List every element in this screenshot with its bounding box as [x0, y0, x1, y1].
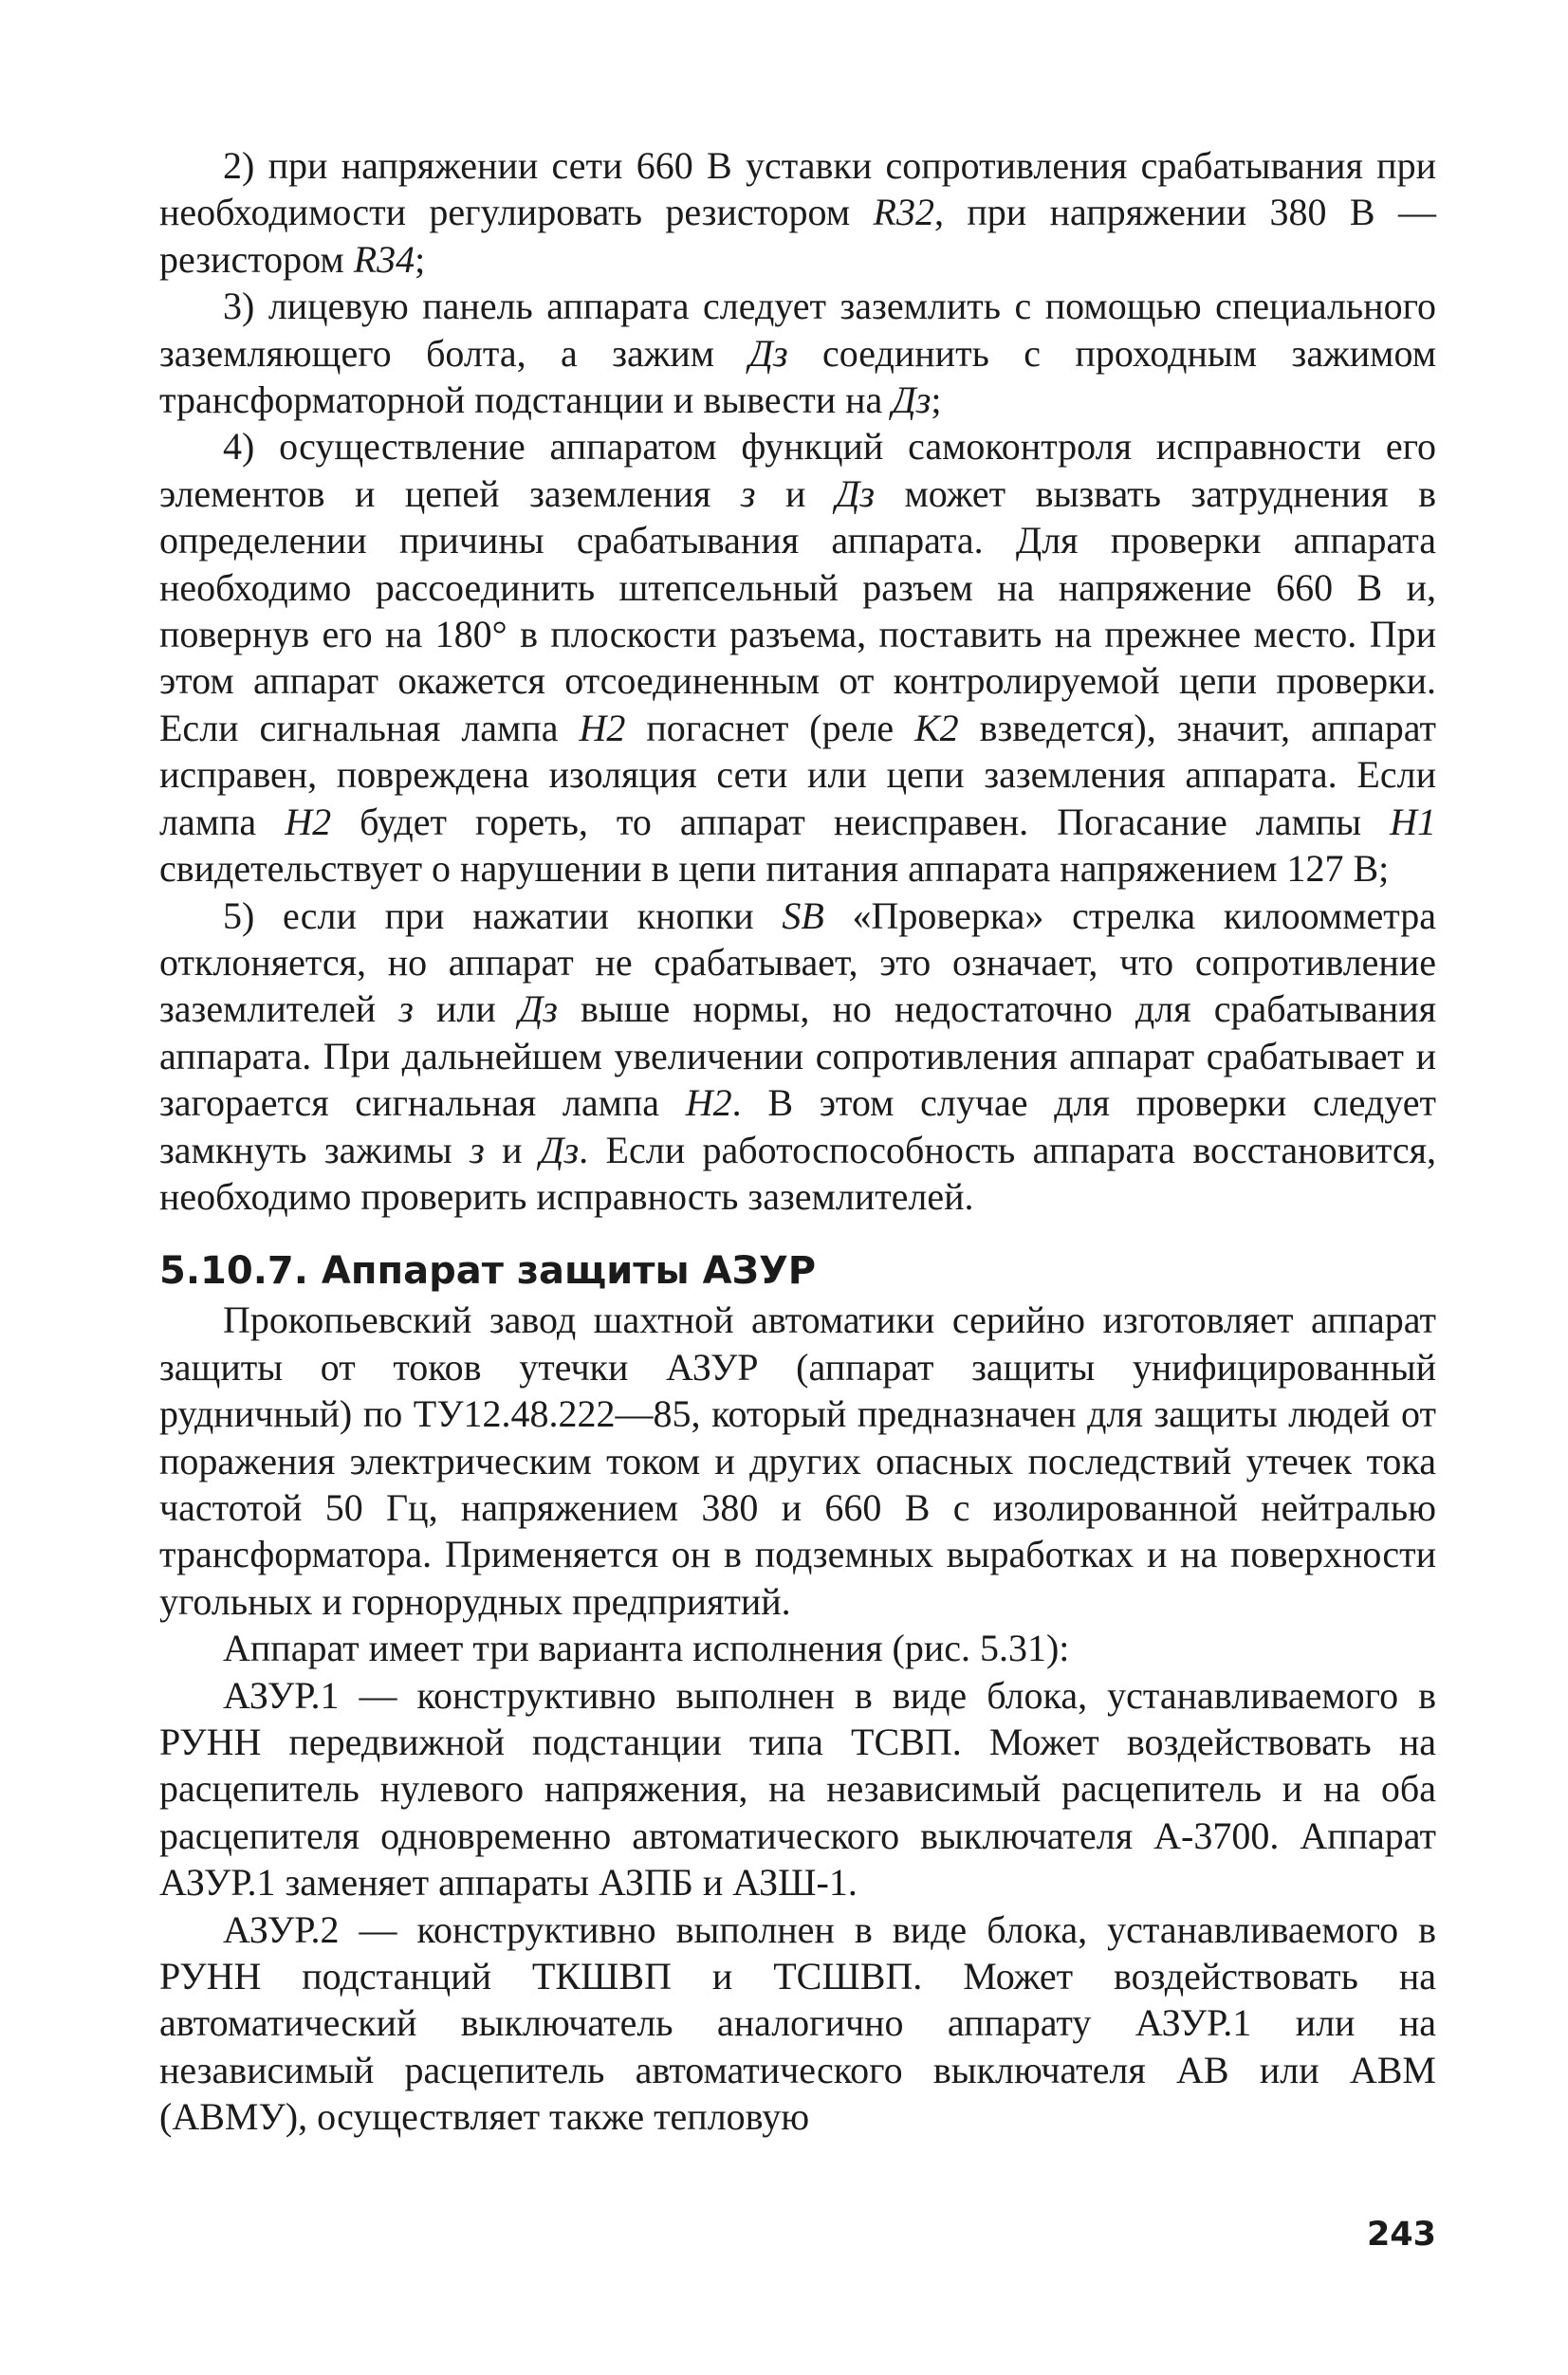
list-item-3: 3) лицевую панель аппарата следует заземлить с помощью специального заземляющего болта, а зажим Дз соединить с проходным зажимом трансформаторной подстанции и вывести на Дз; [159, 285, 1436, 422]
section-title: Аппарат защиты АЗУР [321, 1249, 817, 1294]
list-item-4: 4) осуществление аппаратом функций самоконтроля исправности его элементов и цепей заземления з и Дз может вызвать затруднения в определении причины срабатывания аппарата. Для проверки аппарата необходимо рассоединить штепсельный разъем на напряжение 660 В и, повернув его на 180° в плоскости разъема, поставить на прежнее место. При этом аппарат окажется отсоединенным от контролируемой цепи проверки. Если сигнальная лампа Н2 погаснет (реле К2 взведется), значит, аппарат исправен, повреждена изоляция сети или цепи заземления аппарата. Если лампа Н2 будет гореть, то аппарат неисправен. Погасание лампы Н1 свидетельствует о нарушении в цепи питания аппарата напряжением 127 В; [159, 425, 1437, 891]
body-paragraph-4: АЗУР.2 — конструктивно выполнен в виде блока, устанавливаемого в РУНН подстанций ТКШВП и ТСШВП. Может воздействовать на автоматический выключатель аналогично аппарату АЗУР.1 или на независимый расцепитель автоматического выключателя АВ или АВМ (АВМУ), осуществляет также тепловую [159, 1907, 1436, 2139]
body-paragraph-3: АЗУР.1 — конструктивно выполнен в виде блока, устанавливаемого в РУНН передвижной подстанции типа ТСВП. Может воздействовать на расцепитель нулевого напряжения, на независимый расцепитель и на оба расцепителя одновременно автоматического выключателя А-3700. Аппарат АЗУР.1 заменяет аппараты АЗПБ и АЗШ-1. [159, 1673, 1436, 1905]
body-paragraph-2: Аппарат имеет три варианта исполнения (рис. 5.31): [223, 1627, 1070, 1670]
page-number: 243 [1366, 2216, 1436, 2254]
body-paragraph-1: Прокопьевский завод шахтной автоматики серийно изготовляет аппарат защиты от токов утечки АЗУР (аппарат защиты унифицированный рудничный) по ТУ12.48.222—85, который предназначен для защиты людей от поражения электрическим током и других опасных последствий утечек тока частотой 50 Гц, напряжением 380 и 660 В с изолированной нейтралью трансформатора. Применяется он в подземных выработках и на поверхности угольных и горнорудных предприятий. [159, 1298, 1436, 1623]
list-item-2: 2) при напряжении сети 660 В уставки сопротивления срабатывания при необходимости регулировать резистором R32, при напряжении 380 В — резистором R34; [159, 144, 1436, 281]
section-number: 5.10.7. [159, 1249, 308, 1294]
page-content [159, 142, 1436, 2141]
section-heading [159, 1245, 1436, 1297]
list-item-5: 5) если при нажатии кнопки SB «Проверка» стрелка килоомметра отклоняется, но аппарат не срабатывает, это означает, что сопротивление заземлителей з или Дз выше нормы, но недостаточно для срабатывания аппарата. При дальнейшем увеличении сопротивления аппарат срабатывает и загорается сигнальная лампа Н2. В этом случае для проверки следует замкнуть зажимы з и Дз. Если работоспособность аппарата восстановится, необходимо проверить исправность заземлителей. [159, 893, 1436, 1218]
